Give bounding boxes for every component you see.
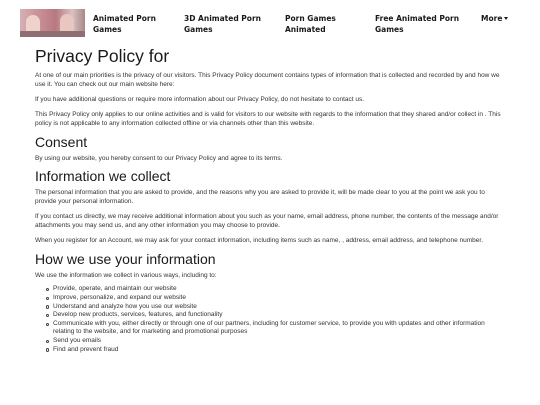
intro-paragraph: At one of our main priorities is the privacy of our visitors. This Privacy Policy document contains types of information that is collected and recorded by and how we use it. You can check out our main website here: bbox=[35, 72, 500, 89]
list-item bbox=[46, 285, 505, 294]
list-item-text: Improve, personalize, and expand our website bbox=[53, 294, 186, 302]
site-logo[interactable] bbox=[20, 9, 85, 37]
nav-link-porn-games-animated[interactable]: Porn Games Animated bbox=[285, 14, 336, 34]
list-item bbox=[46, 320, 505, 337]
circle-bullet-icon bbox=[46, 348, 49, 351]
list-item bbox=[46, 303, 505, 312]
collect-paragraph: When you register for an Account, we may ask for your contact information, including items such as name, , address, email address, and telephone number. bbox=[35, 237, 484, 245]
nav-link-3d-animated-porn-games[interactable]: 3D Animated Porn Games bbox=[184, 14, 261, 34]
list-item bbox=[46, 311, 505, 320]
collect-paragraph: If you contact us directly, we may receive additional information about you such as your name, email address, phone number, the contents of the message and/or attachments you may send us, and any other information you may choose to provide. bbox=[35, 213, 499, 230]
circle-bullet-icon bbox=[46, 323, 49, 326]
nav-more-dropdown[interactable] bbox=[481, 13, 508, 24]
list-item bbox=[46, 294, 505, 303]
list-item-text: Develop new products, services, features, and functionality bbox=[53, 311, 223, 319]
chevron-down-icon bbox=[504, 17, 508, 20]
use-information-heading: How we use your information bbox=[35, 250, 216, 267]
nav-link-animated-porn-games[interactable]: Animated Porn Games bbox=[93, 14, 156, 34]
circle-bullet-icon bbox=[46, 297, 49, 300]
list-item-text: Understand and analyze how you use our website bbox=[53, 302, 197, 310]
circle-bullet-icon bbox=[46, 314, 49, 317]
nav-link-free-animated-porn-games[interactable]: Free Animated Porn Games bbox=[375, 14, 460, 34]
use-intro-paragraph: We use the information we collect in various ways, including to: bbox=[35, 271, 217, 279]
circle-bullet-icon bbox=[46, 340, 49, 343]
intro-paragraph: If you have additional questions or require more information about our Privacy Policy, do not hesitate to contact us. bbox=[35, 95, 365, 103]
information-collect-heading: Information we collect bbox=[35, 168, 171, 185]
list-item bbox=[46, 337, 505, 346]
circle-bullet-icon bbox=[46, 305, 49, 308]
intro-paragraph: This Privacy Policy only applies to our online activities and is valid for visitors to our website with regards to the information that they shared and/or collect in . This policy is not applicable to any information collected offline or via channels other than this website. bbox=[35, 110, 501, 127]
privacy-policy-content bbox=[35, 46, 505, 354]
use-list bbox=[46, 285, 505, 354]
nav-more-label: More bbox=[481, 14, 503, 23]
collect-paragraph: The personal information that you are asked to provide, and the reasons why you are asked to provide it, will be made clear to you at the point we ask you to provide your personal information. bbox=[35, 189, 485, 206]
consent-paragraph: By using our website, you hereby consent to our Privacy Policy and agree to its terms. bbox=[35, 154, 283, 162]
list-item-text: Send you emails bbox=[53, 337, 102, 344]
page-title: Privacy Policy for bbox=[35, 46, 170, 66]
consent-heading: Consent bbox=[35, 133, 88, 150]
list-item bbox=[46, 346, 505, 355]
circle-bullet-icon bbox=[46, 288, 49, 291]
list-item-text: Find and prevent fraud bbox=[53, 345, 119, 353]
list-item-text: Provide, operate, and maintain our website bbox=[53, 285, 177, 293]
top-navbar bbox=[0, 0, 540, 44]
logo-floor bbox=[20, 31, 85, 37]
list-item-text: Communicate with you, either directly or through one of our partners, including for customer service, to provide you with updates and other information relating to the website, and for marketing and promotional purposes bbox=[53, 319, 485, 336]
